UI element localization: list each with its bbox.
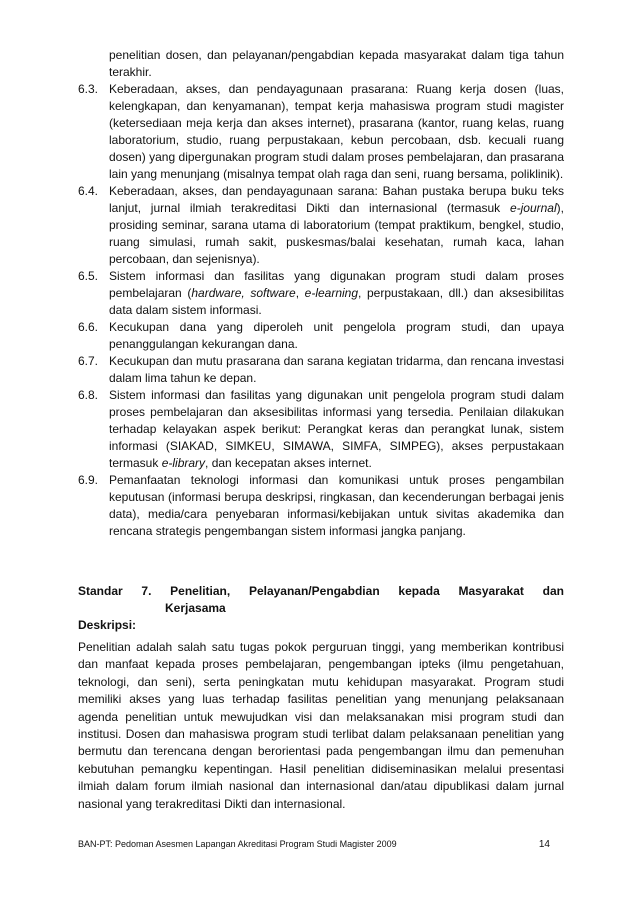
item-text: Kecukupan dana yang diperoleh unit pengelola program studi, dan upaya penanggulangan kekurangan dana. xyxy=(109,320,564,351)
list-item xyxy=(78,81,564,183)
description-label: Deskripsi: xyxy=(78,618,137,632)
item-text: Pemanfaatan teknologi informasi dan komunikasi untuk proses pengambilan keputusan (informasi berupa deskripsi, ringkasan, dan kecenderungan berbagai jenis data), media/cara penyebaran informasi/kebijakan untuk sivitas akademika dan rencana strategis pengembangan sistem informasi jangka panjang. xyxy=(109,473,564,538)
standard-heading-line: Kerjasama xyxy=(165,601,226,615)
item-text: penelitian dosen, dan pelayanan/pengabdian kepada masyarakat dalam tiga tahun terakhir. xyxy=(109,48,564,79)
list-item xyxy=(78,183,564,268)
item-number: 6.6. xyxy=(78,320,99,334)
item-number: 6.4. xyxy=(78,184,99,198)
description-paragraph: Penelitian adalah salah satu tugas pokok perguruan tinggi, yang memberikan kontribusi dan manfaat kepada proses pembelajaran, pengembangan ipteks (ilmu pengetahuan, teknologi, dan seni), serta peningkatan mutu kehidupan masyarakat. Program studi memiliki akses yang luas terhadap fasilitas penelitian yang menunjang pelaksanaan agenda penelitian untuk mewujudkan visi dan melaksanakan misi program studi dan institusi. Dosen dan mahasiswa program studi terlibat dalam pelaksanaan penelitian yang bermutu dan terencana dengan berorientasi pada pengembangan ilmu dan pemenuhan kebutuhan pemangku kepentingan. Hasil penelitian didiseminasikan melalui presentasi ilmiah dalam forum ilmiah nasional dan internasional dan/atau dipublikasi dalam jurnal nasional yang terakreditasi Dikti dan internasional. xyxy=(78,640,564,811)
list-item xyxy=(78,387,564,472)
standard-heading xyxy=(78,583,564,617)
item-text: Sistem informasi dan fasilitas yang digunakan program studi dalam proses pembelajaran (hardware, software, e-learning, perpustakaan, dll.) dan aksesibilitas data dalam sistem informasi. xyxy=(109,269,564,317)
item-number: 6.8. xyxy=(78,388,99,402)
list-item xyxy=(78,47,564,81)
page-number: 14 xyxy=(538,839,550,850)
item-number xyxy=(78,47,109,81)
criteria-list xyxy=(78,47,564,540)
item-number: 6.7. xyxy=(78,354,99,368)
list-item xyxy=(78,472,564,540)
item-text: Sistem informasi dan fasilitas yang digunakan unit pengelola program studi dalam proses pembelajaran dan aksesibilitas informasi yang tersedia. Penilaian dilakukan terhadap kelayakan aspek berikut: Perangkat keras dan perangkat lunak, sistem informasi (SIAKAD, SIMKEU, SIMAWA, SIMFA, SIMPEG), akses perpustakaan termasuk e-library, dan kecepatan akses internet. xyxy=(109,388,564,470)
standard-heading-line: Standar 7. Penelitian, Pelayanan/Pengabdian kepada Masyarakat dan xyxy=(78,584,564,598)
item-number: 6.3. xyxy=(78,82,99,96)
list-item xyxy=(78,353,564,387)
item-text: Kecukupan dan mutu prasarana dan sarana kegiatan tridarma, dan rencana investasi dalam lima tahun ke depan. xyxy=(109,354,564,385)
list-item xyxy=(78,268,564,319)
footer-text: BAN-PT: Pedoman Asesmen Lapangan Akreditasi Program Studi Magister 2009 xyxy=(78,839,397,849)
item-number: 6.5. xyxy=(78,269,99,283)
page-footer xyxy=(78,839,550,850)
list-item xyxy=(78,319,564,353)
item-text: Keberadaan, akses, dan pendayagunaan sarana: Bahan pustaka berupa buku teks lanjut, jurnal ilmiah terakreditasi Dikti dan internasional (termasuk e-journal), prosiding seminar, sarana utama di laboratorium (tempat praktikum, bengkel, studio, ruang simulasi, rumah sakit, puskesmas/balai kesehatan, rumah kaca, lahan percobaan, dan sejenisnya). xyxy=(109,184,564,266)
item-text: Keberadaan, akses, dan pendayagunaan prasarana: Ruang kerja dosen (luas, kelengkapan, dan kenyamanan), tempat kerja mahasiswa program studi magister (ketersediaan meja kerja dan akses internet), prasarana (kantor, ruang kelas, ruang laboratorium, studio, ruang perpustakaan, kebun percobaan, dsb. kecuali ruang dosen) yang dipergunakan program studi dalam proses pembelajaran, dan prasarana lain yang menunjang (misalnya tempat olah raga dan seni, ruang bersama, poliklinik). xyxy=(109,82,564,181)
item-number: 6.9. xyxy=(78,473,99,487)
